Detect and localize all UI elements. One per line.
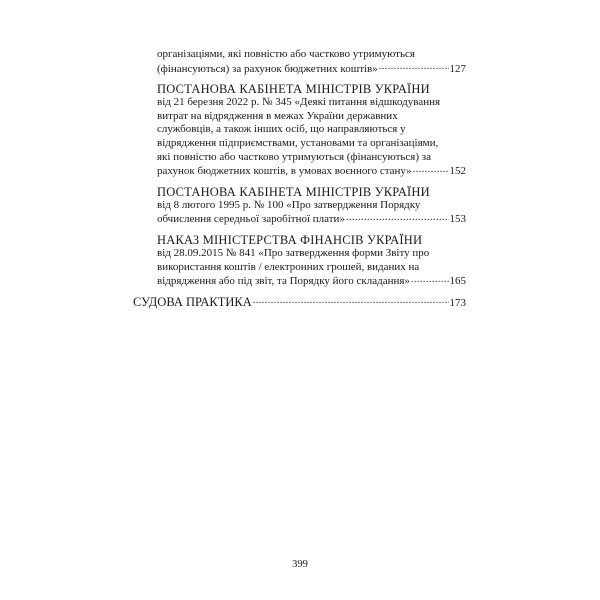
toc-line (157, 123, 466, 137)
toc-line-text: від 28.09.2015 № 841 «Про затвердження форми Звіту про (157, 246, 430, 259)
toc-line (157, 96, 466, 110)
toc-line (157, 247, 466, 261)
toc-entry-heading: НАКАЗ МІНІСТЕРСТВА ФІНАНСІВ УКРАЇНИ (157, 232, 423, 247)
toc-line (157, 199, 466, 213)
toc-page-number: 153 (449, 213, 466, 226)
table-of-contents (133, 48, 466, 310)
toc-line-text: відрядження або під звіт, та Порядку його складання» (157, 275, 410, 288)
toc-line-text: СУДОВА ПРАКТИКА (133, 294, 252, 309)
toc-entry-heading: ПОСТАНОВА КАБІНЕТА МІНІСТРІВ УКРАЇНИ (157, 82, 430, 97)
toc-entry-budget-funded-organizations[interactable] (157, 48, 466, 76)
toc-line (157, 110, 466, 124)
toc-page-number: 165 (449, 275, 466, 288)
toc-line-text: від 21 березня 2022 р. № 345 «Деякі питання відшкодування (157, 96, 441, 109)
toc-line (157, 62, 466, 77)
dot-leader (346, 212, 449, 222)
toc-line (157, 48, 466, 62)
toc-page-number: 152 (449, 165, 466, 178)
toc-line-text: від 8 лютого 1995 р. № 100 «Про затвердження Порядку (157, 198, 421, 211)
toc-line-text: обчислення середньої заробітної плати» (157, 213, 345, 226)
page-number: 399 (292, 559, 308, 570)
dot-leader (379, 62, 449, 72)
toc-line (157, 164, 466, 179)
toc-line-text: рахунок бюджетних коштів, в умовах воєнного стану» (157, 165, 412, 178)
toc-line (157, 212, 466, 227)
toc-line-text: організаціями, які повністю або частково утримуються (157, 48, 415, 60)
toc-line-text: службовців, а також інших осіб, що направляються у (157, 123, 406, 136)
dot-leader (253, 296, 449, 306)
toc-line (157, 137, 466, 151)
toc-line-text: відрядження підприємствами, установами та організаціями, (157, 136, 439, 149)
toc-line-text: які повністю або частково утримуються (фінансуються) за (157, 150, 431, 163)
toc-line (133, 295, 466, 310)
toc-line (157, 261, 466, 275)
dot-leader (413, 164, 449, 174)
toc-line-text: витрат на відрядження в межах України державних (157, 109, 398, 122)
toc-page-number: 127 (449, 62, 466, 75)
toc-page-number: 173 (449, 296, 466, 309)
dot-leader (411, 274, 449, 284)
toc-entry-order-841[interactable] (157, 233, 466, 289)
toc-line-text: (фінансуються) за рахунок бюджетних коштів» (157, 62, 378, 75)
toc-entry-resolution-345[interactable] (157, 82, 466, 179)
toc-entry-resolution-100[interactable] (157, 185, 466, 227)
toc-line (157, 151, 466, 165)
toc-line (157, 274, 466, 289)
toc-entry-court-practice[interactable] (133, 295, 466, 310)
toc-line-text: використання коштів / електронних грошей, виданих на (157, 260, 420, 273)
toc-entry-heading: ПОСТАНОВА КАБІНЕТА МІНІСТРІВ УКРАЇНИ (157, 184, 430, 199)
